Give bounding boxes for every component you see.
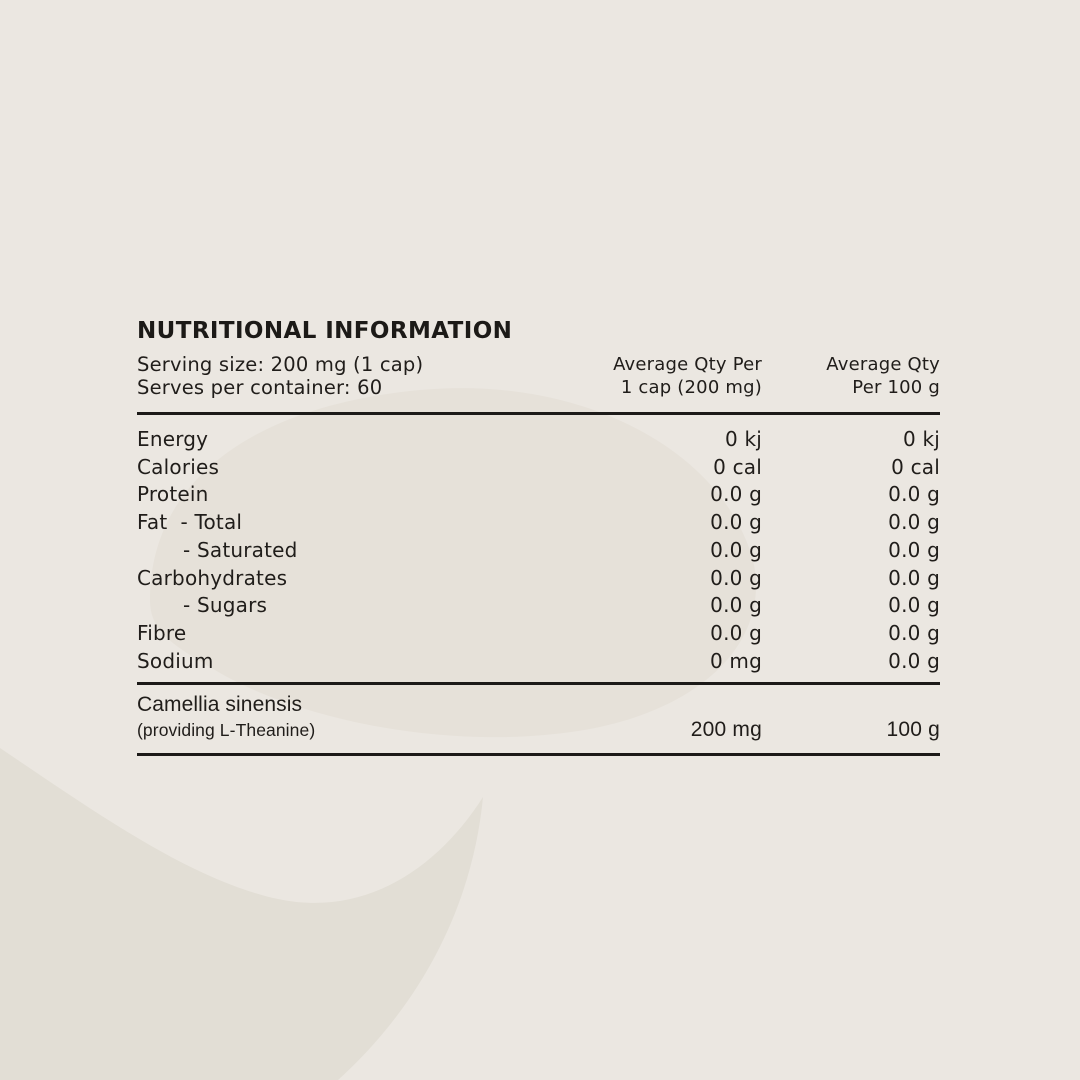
nutrient-value-per-serve: 0.0 g: [710, 482, 762, 507]
ingredient-per-100g: 100 g: [886, 718, 940, 742]
nutrient-label: - Saturated: [183, 537, 298, 562]
nutrient-rows: [137, 415, 940, 682]
panel-title: NUTRITIONAL INFORMATION: [137, 318, 513, 344]
nutrient-value-per-serve: 0.0 g: [710, 620, 762, 645]
column-header-per-100g: [762, 354, 940, 399]
ingredient-detail: (providing L-Theanine): [137, 720, 316, 741]
nutrient-value-per-100g: 0 cal: [891, 454, 940, 479]
nutrient-value-per-serve: 0 mg: [709, 648, 762, 673]
nutrient-value-per-100g: 0.0 g: [888, 620, 940, 645]
nutrient-label: Carbohydrates: [137, 565, 288, 590]
nutrient-value-per-100g: 0.0 g: [888, 593, 940, 618]
divider-bottom: [137, 753, 940, 756]
column-header-per-serve-line1: Average Qty Per: [613, 354, 762, 375]
table-row: [137, 537, 940, 565]
serving-size: Serving size: 200 mg (1 cap): [137, 353, 424, 376]
nutrient-label: - Sugars: [183, 593, 268, 618]
ingredient-name: Camellia sinensis: [137, 693, 303, 717]
background-crescent: [0, 748, 483, 1080]
nutrient-value-per-100g: 0.0 g: [888, 482, 940, 507]
nutrient-label: Sodium: [137, 648, 214, 673]
table-row: [137, 648, 940, 676]
column-header-per-100g-line1: Average Qty: [826, 354, 940, 375]
ingredient-label: [137, 693, 562, 743]
table-row: [137, 426, 940, 454]
table-row: [137, 620, 940, 648]
table-row: [137, 454, 940, 482]
ingredient-per-serve: 200 mg: [690, 718, 762, 742]
nutrient-value-per-100g: 0.0 g: [888, 510, 940, 535]
nutrient-value-per-serve: 0.0 g: [710, 510, 762, 535]
ingredient-row: [137, 693, 940, 743]
nutrient-label: Fat - Total: [137, 510, 243, 535]
nutrient-value-per-serve: 0.0 g: [710, 537, 762, 562]
nutrient-value-per-100g: 0.0 g: [888, 537, 940, 562]
table-row: [137, 565, 940, 593]
serving-info: [137, 354, 562, 399]
table-row: [137, 481, 940, 509]
table-row: [137, 509, 940, 537]
divider-middle: [137, 682, 940, 685]
nutrient-label: Fibre: [137, 620, 187, 645]
nutrient-value-per-serve: 0 kj: [724, 427, 762, 451]
column-header-per-100g-line2: Per 100 g: [852, 376, 940, 398]
column-header-per-serve: [562, 354, 762, 399]
nutrient-value-per-serve: 0.0 g: [710, 565, 762, 590]
nutrient-label: Calories: [137, 454, 220, 479]
nutrient-label: Protein: [137, 482, 209, 507]
table-row: [137, 592, 940, 620]
serves-per-container: Serves per container: 60: [137, 375, 383, 399]
nutrient-value-per-serve: 0 cal: [713, 454, 762, 479]
nutrient-label: Energy: [137, 427, 209, 451]
nutrient-value-per-100g: 0 kj: [902, 427, 940, 451]
nutrient-value-per-serve: 0.0 g: [710, 593, 762, 618]
nutrient-value-per-100g: 0.0 g: [888, 565, 940, 590]
nutrition-panel: [137, 318, 940, 756]
table-header: [137, 354, 940, 399]
nutrient-value-per-100g: 0.0 g: [888, 648, 940, 673]
column-header-per-serve-line2: 1 cap (200 mg): [620, 376, 762, 398]
